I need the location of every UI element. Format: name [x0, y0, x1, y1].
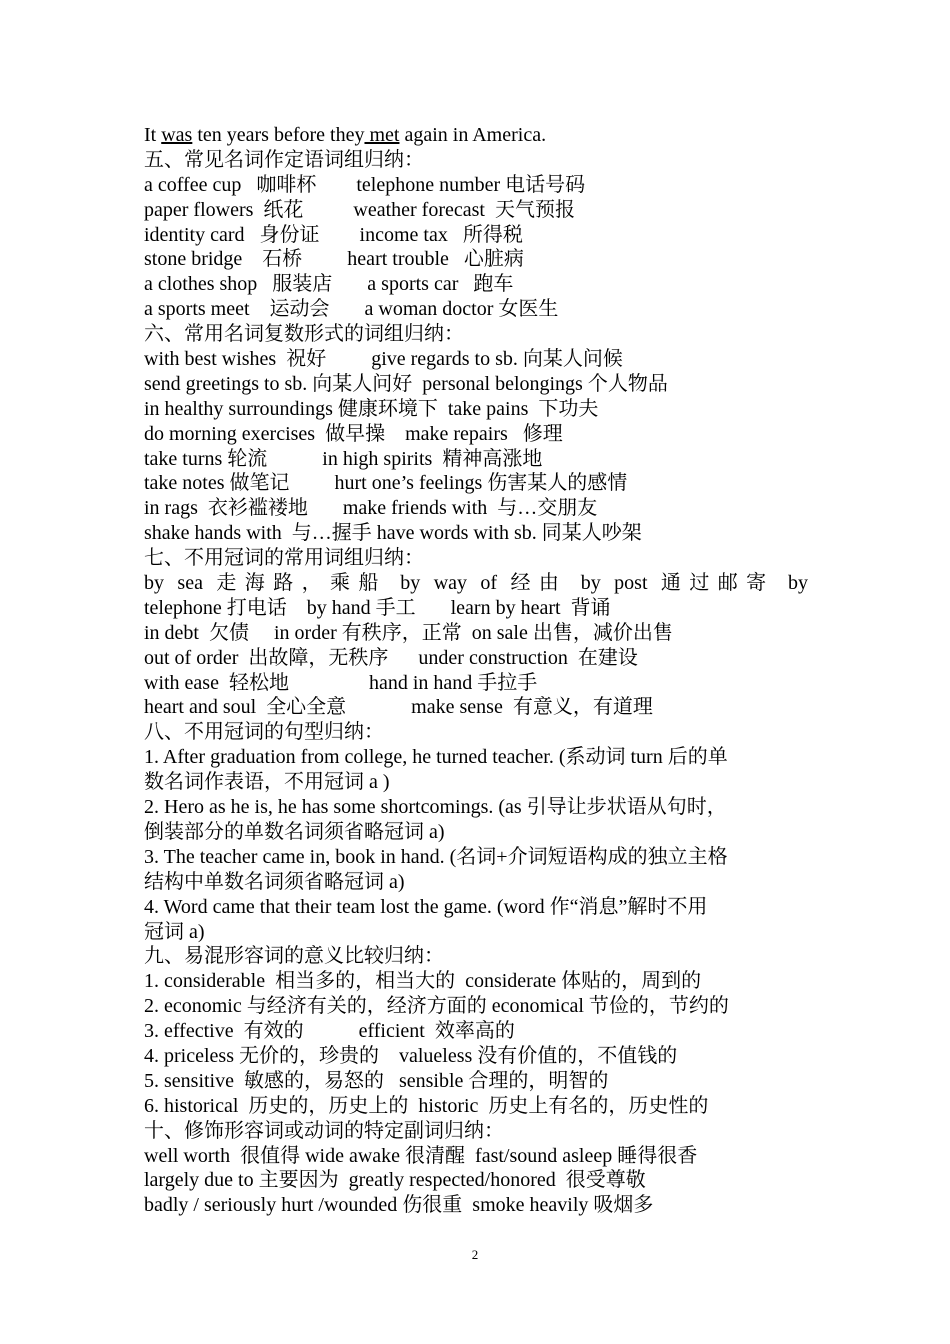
text-line: 倒装部分的单数名词须省略冠词 a)	[144, 820, 445, 843]
section-heading: 十、修饰形容词或动词的特定副词归纳：	[144, 1119, 504, 1142]
text-line: 5. sensitive 敏感的，易怒的 sensible 合理的，明智的	[144, 1069, 609, 1092]
text-line: largely due to 主要因为 greatly respected/honored 很受尊敬	[144, 1169, 646, 1192]
text-run: It	[144, 124, 162, 146]
text-line: take notes 做笔记 hurt one’s feelings 伤害某人的感情	[144, 472, 628, 495]
text-line: shake hands with 与…握手 have words with sb. 同某人吵架	[144, 522, 642, 545]
text-line: 2. Hero as he is, he has some shortcomings. (as 引导让步状语从句时，	[144, 796, 727, 819]
text-line: 4. priceless 无价的，珍贵的 valueless 没有价值的，不值钱的	[144, 1044, 678, 1067]
text-line: 6. historical 历史的，历史上的 historic 历史上有名的，历史性的	[144, 1094, 709, 1117]
text-line: 4. Word came that their team lost the game. (word 作“消息”解时不用	[144, 895, 708, 918]
text-line: 3. The teacher came in, book in hand. (名词+介词短语构成的独立主格	[144, 845, 728, 868]
text-line: take turns 轮流 in high spirits 精神高涨地	[144, 447, 543, 470]
text-line: 结构中单数名词须省略冠词 a)	[144, 870, 405, 893]
text-line	[144, 123, 808, 148]
text-line: send greetings to sb. 向某人问好 personal belongings 个人物品	[144, 372, 668, 395]
text-line: paper flowers 纸花 weather forecast 天气预报	[144, 198, 575, 221]
section-heading: 八、不用冠词的句型归纳：	[144, 721, 384, 744]
text-line: out of order 出故障，无秩序 under construction 在建设	[144, 646, 638, 669]
text-line: with ease 轻松地 hand in hand 手拉手	[144, 671, 538, 694]
text-line: a clothes shop 服装店 a sports car 跑车	[144, 273, 514, 296]
text-line: stone bridge 石桥 heart trouble 心脏病	[144, 248, 524, 271]
text-line: 冠词 a)	[144, 920, 205, 943]
text-line: in debt 欠债 in order 有秩序，正常 on sale 出售，减价出售	[144, 621, 673, 644]
text-line: badly / seriously hurt /wounded 伤很重 smoke heavily 吸烟多	[144, 1194, 654, 1217]
text-line: a sports meet 运动会 a woman doctor 女医生	[144, 298, 559, 321]
text-line: 1. After graduation from college, he turned teacher. (系动词 turn 后的单	[144, 746, 728, 769]
text-run: ten years before they	[192, 124, 365, 146]
text-line: heart and soul 全心全意 make sense 有意义，有道理	[144, 696, 653, 719]
text-line: identity card 身份证 income tax 所得税	[144, 223, 523, 246]
text-line: with best wishes 祝好 give regards to sb. 向某人问候	[144, 348, 623, 371]
text-line: by sea 走海路，乘船 by way of 经由 by post 通过邮寄 by	[144, 572, 808, 595]
text-line: 数名词作表语，不用冠词 a )	[144, 771, 390, 794]
underlined-word: met	[364, 124, 400, 146]
text-line: in healthy surroundings 健康环境下 take pains 下功夫	[144, 397, 599, 420]
text-line: do morning exercises 做早操 make repairs 修理	[144, 422, 563, 445]
underlined-word: was	[161, 124, 193, 146]
text-line: 2. economic 与经济有关的，经济方面的 economical 节俭的，节约的	[144, 995, 729, 1018]
text-line: well worth 很值得 wide awake 很清醒 fast/sound asleep 睡得很香	[144, 1144, 698, 1167]
text-line: a coffee cup 咖啡杯 telephone number 电话号码	[144, 173, 586, 196]
page-number: 2	[471, 1247, 479, 1262]
document-body	[144, 123, 808, 1218]
section-heading: 九、易混形容词的意义比较归纳：	[144, 945, 444, 968]
section-heading: 五、常见名词作定语词组归纳：	[144, 148, 424, 171]
section-heading: 六、常用名词复数形式的词组归纳：	[144, 323, 464, 346]
text-line: in rags 衣衫褴褛地 make friends with 与…交朋友	[144, 497, 598, 520]
text-line: 1. considerable 相当多的，相当大的 considerate 体贴的，周到的	[144, 970, 702, 993]
section-heading: 七、不用冠词的常用词组归纳：	[144, 547, 424, 570]
text-run: again in America.	[399, 124, 547, 146]
text-line: 3. effective 有效的 efficient 效率高的	[144, 1020, 515, 1043]
text-line: telephone 打电话 by hand 手工 learn by heart 背诵	[144, 596, 611, 619]
